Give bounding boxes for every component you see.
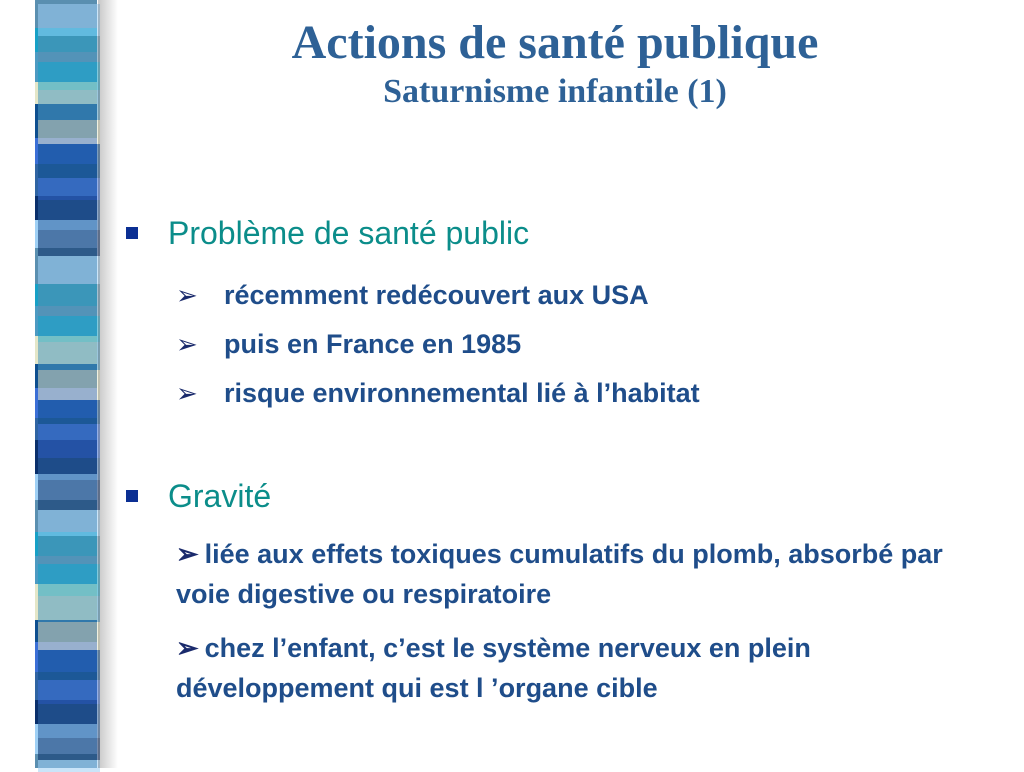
square-bullet-icon [126,227,138,239]
section-heading-text: Gravité [168,478,272,514]
arrow-right-icon: ➢ [176,633,199,663]
arrow-right-icon: ➢ [176,539,199,569]
list-item-text: chez l’enfant, c’est le système nerveux en plein développement qui est l ’organe cible [176,633,811,703]
square-bullet-icon [126,490,138,502]
list-item-text: puis en France en 1985 [224,329,522,359]
arrow-right-icon: ➢ [176,329,198,359]
page-title: Actions de santé publique [291,16,819,69]
arrow-right-icon: ➢ [176,280,198,310]
list-item-text: liée aux effets toxiques cumulatifs du plomb, absorbé par voie digestive ou respiratoire [176,539,943,609]
list-item-wrap [176,534,991,614]
arrow-right-icon: ➢ [176,378,198,408]
page-subtitle: Saturnisme infantile (1) [383,73,727,110]
list-item-wrap [176,628,991,708]
section-heading-text: Problème de santé public [168,215,530,251]
list-item-text: récemment redécouvert aux USA [224,280,649,310]
list-item-text: risque environnemental lié à l’habitat [224,378,700,408]
